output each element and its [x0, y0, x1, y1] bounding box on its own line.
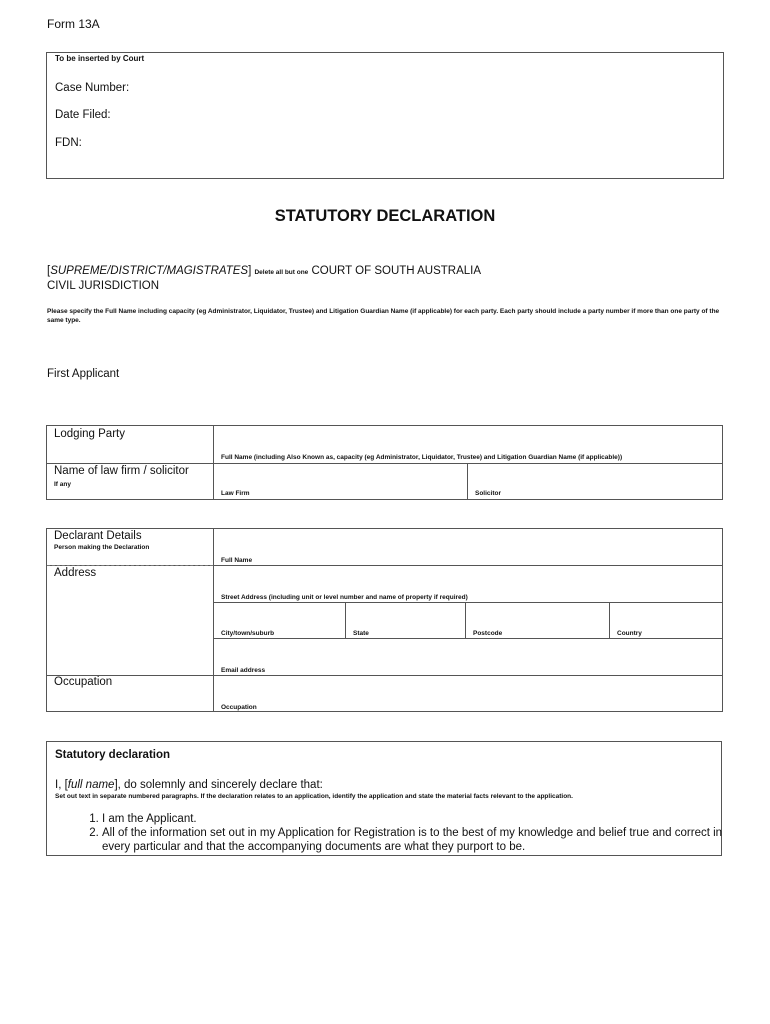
city-field[interactable] [214, 603, 345, 638]
date-filed-label: Date Filed: [55, 109, 111, 121]
lodging-table [46, 425, 723, 500]
email-field[interactable] [214, 639, 722, 675]
form-number: Form 13A [47, 17, 100, 31]
court-use-box [46, 52, 724, 179]
declaration-list [72, 812, 742, 854]
city-caption: City/town/suburb [221, 630, 275, 637]
intro-prefix: I, [ [55, 779, 68, 791]
court-line [47, 265, 481, 277]
intro-full-name: full name [67, 779, 115, 791]
first-applicant-label: First Applicant [47, 368, 120, 380]
declarant-details-label: Declarant Details [54, 530, 142, 542]
court-bracket-open: [ [47, 265, 51, 277]
street-address-field[interactable] [214, 566, 722, 602]
declaration-heading: Statutory declaration [55, 749, 171, 761]
declarant-table [46, 528, 723, 712]
law-firm-label: Name of law firm / solicitor [54, 465, 189, 477]
delete-note: Delete all but one [254, 269, 309, 276]
state-caption: State [353, 630, 369, 637]
fdn-label: FDN: [55, 137, 82, 149]
court-bracket-close: ] [248, 265, 252, 277]
case-number-label: Case Number: [55, 82, 130, 94]
solicitor-field[interactable] [468, 464, 722, 499]
court-use-heading: To be inserted by Court [55, 54, 145, 63]
declaration-note: Set out text in separate numbered paragraphs. If the declaration relates to an application, identify the application and state the material facts relevant to the application. [55, 793, 573, 800]
lodging-party-label: Lodging Party [54, 428, 125, 440]
court-options: SUPREME/DISTRICT/MAGISTRATES [50, 265, 249, 277]
occupation-field[interactable] [214, 676, 722, 711]
country-field[interactable] [610, 603, 722, 638]
email-caption: Email address [221, 667, 266, 674]
declaration-intro[interactable] [55, 779, 323, 791]
law-firm-sub: If any [54, 481, 71, 488]
postcode-field[interactable] [466, 603, 609, 638]
street-address-caption: Street Address (including unit or level number and name of property if required) [221, 594, 468, 601]
party-instruction: Please specify the Full Name including capacity (eg Administrator, Liquidator, Trustee) and Litigation Guardian Name (if applicable) for each party. Each party should include a party number if more than one party of the same type. [47, 308, 720, 324]
jurisdiction: CIVIL JURISDICTION [47, 280, 160, 292]
declaration-item[interactable]: 2. All of the information set out in my Application for Registration is to the best of my knowledge and belief true and correct in every particular and that the accompanying documents are what they purport to be. [102, 826, 742, 854]
full-name-field[interactable] [214, 529, 722, 565]
law-firm-field[interactable] [214, 464, 467, 499]
declarant-details-sub: Person making the Declaration [54, 544, 150, 551]
law-firm-caption: Law Firm [221, 490, 250, 497]
state-field[interactable] [346, 603, 465, 638]
declaration-item[interactable]: 1. I am the Applicant. [102, 812, 742, 826]
address-label: Address [54, 567, 97, 579]
country-caption: Country [617, 630, 642, 637]
occupation-caption: Occupation [221, 704, 257, 711]
document-title: STATUTORY DECLARATION [274, 207, 496, 225]
court-name: COURT OF SOUTH AUSTRALIA [311, 265, 482, 277]
intro-suffix: ], do solemnly and sincerely declare that: [114, 779, 323, 791]
lodging-party-field[interactable] [214, 426, 722, 463]
occupation-label: Occupation [54, 676, 113, 688]
postcode-caption: Postcode [473, 630, 503, 637]
lodging-party-caption: Full Name (including Also Known as, capacity (eg Administrator, Liquidator, Trustee) and Litigation Guardian Name (if applicable)) [221, 454, 623, 461]
solicitor-caption: Solicitor [475, 490, 502, 497]
full-name-caption: Full Name [221, 557, 253, 564]
declaration-box [46, 741, 722, 856]
